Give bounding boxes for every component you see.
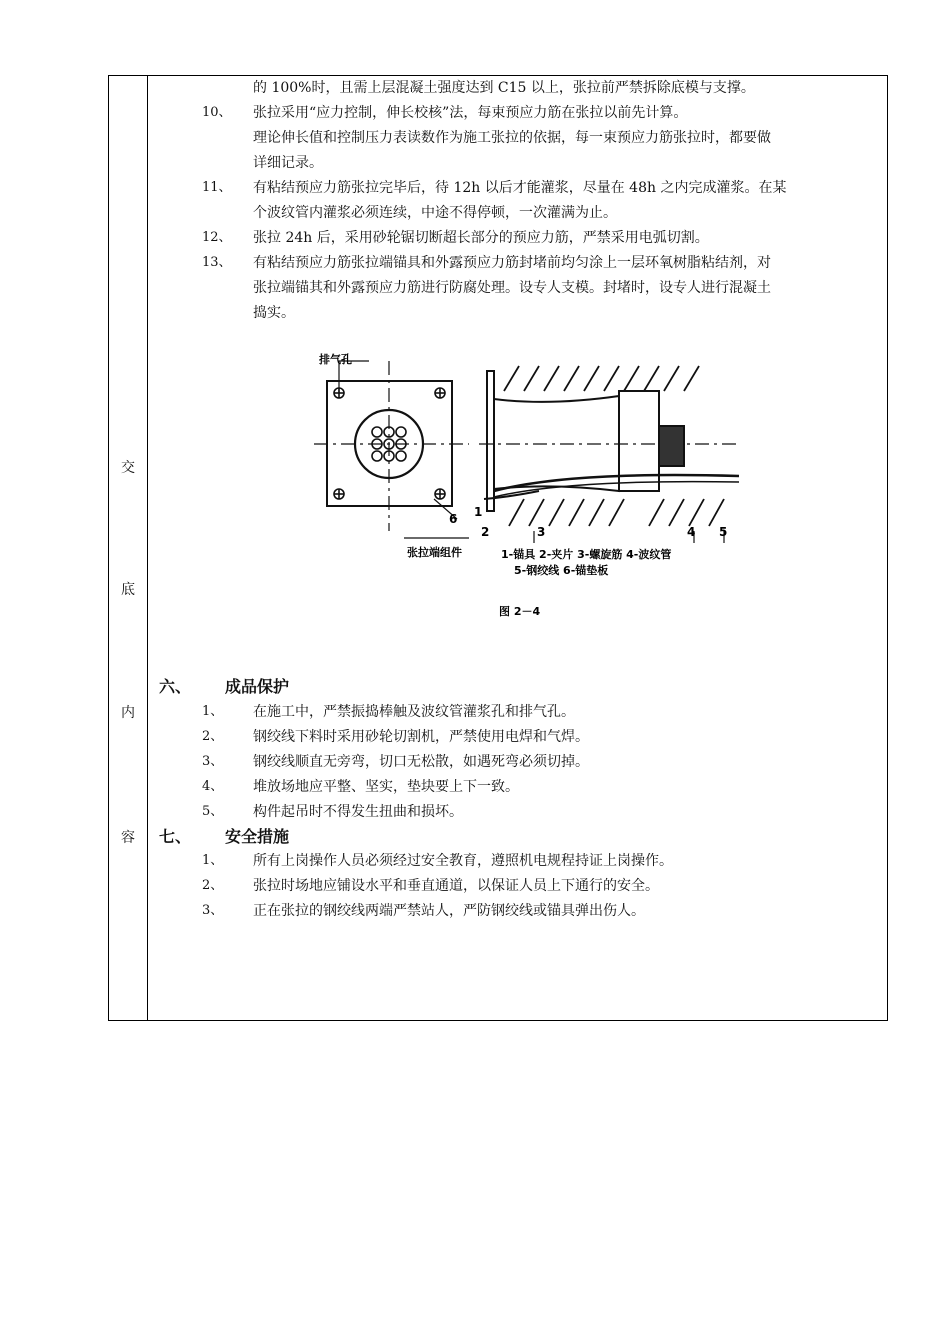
item-number: 13、	[202, 255, 232, 270]
vent-hole-label: 排气孔	[319, 353, 352, 366]
content-area	[149, 76, 887, 1020]
callout-label: 6	[449, 512, 458, 526]
item-number: 2、	[202, 878, 224, 893]
item-number: 3、	[202, 903, 224, 918]
section-number: 六、	[159, 677, 192, 696]
callout-label: 3	[537, 525, 546, 539]
left-label-char: 交	[121, 460, 135, 476]
callout-label: 2	[481, 525, 490, 539]
item-number: 1、	[202, 704, 224, 719]
section-title: 安全措施	[225, 827, 290, 846]
section-title: 成品保护	[225, 677, 290, 696]
assembly-label: 张拉端组件	[407, 546, 462, 559]
figure-caption: 图 2－4	[499, 605, 541, 618]
callout-label: 5	[719, 525, 728, 539]
callout-label: 1	[474, 505, 483, 519]
item-number: 12、	[202, 230, 232, 245]
item-text: 张拉端锚其和外露预应力筋进行防腐处理。设专人支模。封堵时，设专人进行混凝土	[253, 280, 771, 296]
item-number: 4、	[202, 779, 224, 794]
item-text: 钢绞线顺直无旁弯，切口无松散，如遇死弯必须切掉。	[253, 754, 589, 770]
item-number: 3、	[202, 754, 224, 769]
item-text: 构件起吊时不得发生扭曲和损坏。	[253, 804, 463, 820]
legend-line: 1-锚具 2-夹片 3-螺旋筋 4-波纹管	[501, 548, 672, 561]
item-text: 有粘结预应力筋张拉完毕后，待 12h 以后才能灌浆，尽量在 48h 之内完成灌浆。在某	[253, 180, 787, 196]
item-text: 理论伸长值和控制压力表读数作为施工张拉的依据，每一束预应力筋张拉时，都要做	[253, 130, 771, 146]
left-label-char: 容	[121, 830, 135, 846]
item-text: 张拉采用“应力控制，伸长校核”法，每束预应力筋在张拉以前先计算。	[253, 105, 688, 121]
item-text: 详细记录。	[253, 155, 323, 171]
item-text: 堆放场地应平整、坚实，垫块要上下一致。	[253, 779, 519, 795]
legend-line: 5-钢绞线 6-锚垫板	[514, 564, 609, 577]
item-text: 的 100%时，且需上层混凝土强度达到 C15 以上，张拉前严禁拆除底模与支撑。	[253, 80, 755, 96]
section-number: 七、	[159, 827, 192, 846]
item-text: 张拉时场地应铺设水平和垂直通道，以保证人员上下通行的安全。	[253, 878, 659, 894]
item-text: 钢绞线下料时采用砂轮切割机，严禁使用电焊和气焊。	[253, 729, 589, 745]
item-number: 2、	[202, 729, 224, 744]
item-text: 个波纹管内灌浆必须连续，中途不得停顿，一次灌满为止。	[253, 205, 617, 221]
left-label-char: 底	[121, 582, 135, 598]
item-number: 11、	[202, 180, 232, 195]
item-text: 在施工中，严禁振捣棒触及波纹管灌浆孔和排气孔。	[253, 704, 575, 720]
item-text: 张拉 24h 后，采用砂轮锯切断超长部分的预应力筋，严禁采用电弧切割。	[253, 230, 709, 246]
item-text: 有粘结预应力筋张拉端锚具和外露预应力筋封堵前均匀涂上一层环氧树脂粘结剂，对	[253, 255, 771, 271]
item-number: 1、	[202, 853, 224, 868]
left-label-column	[109, 76, 148, 1020]
item-number: 10、	[202, 105, 232, 120]
left-label-char: 内	[121, 705, 135, 721]
item-text: 捣实。	[253, 305, 295, 321]
item-number: 5、	[202, 804, 224, 819]
anchor-drawing	[309, 351, 739, 626]
item-text: 正在张拉的钢绞线两端严禁站人，严防钢绞线或锚具弹出伤人。	[253, 903, 645, 919]
callout-label: 4	[687, 525, 696, 539]
anchor-figure	[309, 351, 739, 626]
item-text: 所有上岗操作人员必须经过安全教育，遵照机电规程持证上岗操作。	[253, 853, 673, 869]
disclosure-table	[108, 75, 888, 1021]
